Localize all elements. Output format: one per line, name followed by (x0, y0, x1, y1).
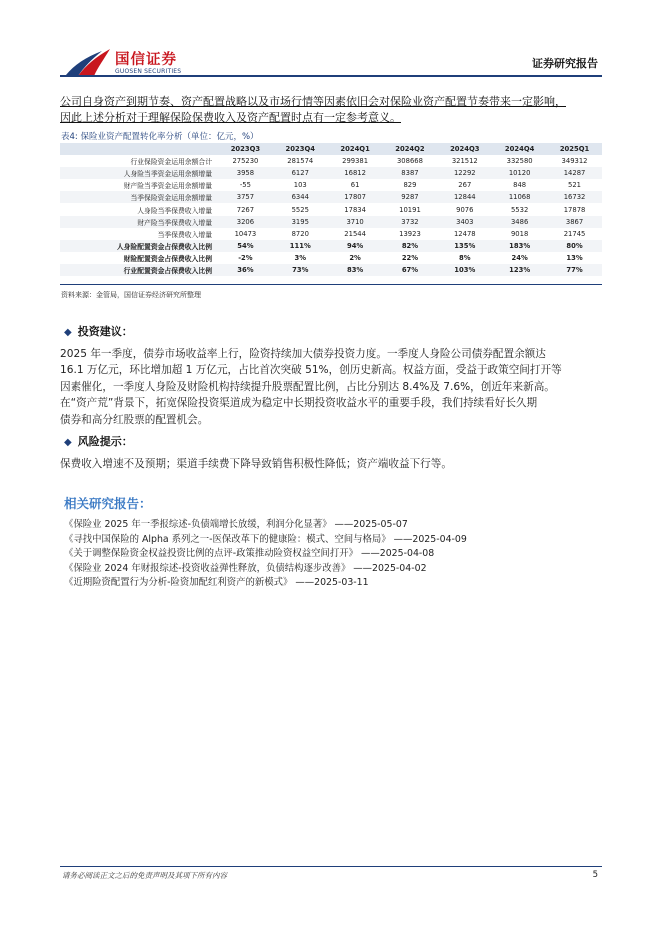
table-cell: 183% (509, 241, 531, 250)
table-cell: 12844 (453, 193, 476, 202)
investment-line: 因素催化，一季度人身险及财险机构持续提升股票配置比例，占比分别达 8.4%及 7.6%，创近年来新高。 (60, 380, 555, 393)
logo-name-cn: 国信证券 (115, 52, 177, 68)
investment-line: 在“资产荒”背景下，拓宽保险投资渠道成为稳定中长期投资收益水平的重要手段，我们持续看好长久期 (60, 397, 538, 410)
header-divider (60, 75, 602, 77)
table-cell: 12478 (453, 229, 476, 238)
table-row (60, 228, 602, 240)
table-cell: 36% (237, 265, 254, 274)
table-row (60, 203, 602, 215)
page-number: 5 (592, 870, 598, 880)
table-row (60, 167, 602, 179)
investment-heading (64, 323, 133, 339)
table-cell: 9076 (456, 205, 474, 214)
guosen-logo (64, 45, 184, 79)
risk-heading-text: 风险提示： (77, 435, 133, 448)
column-header: 2024Q1 (340, 145, 370, 154)
table-cell: 8720 (291, 229, 309, 238)
table-cell: 80% (566, 241, 583, 250)
table-title-text: 表4: 保险业资产配置转化率分析（单位：亿元，%） (61, 132, 259, 142)
table-cell: 22% (401, 253, 419, 262)
table-cell: 123% (509, 265, 531, 274)
table-cell: 321512 (451, 157, 478, 166)
table-cell: 332580 (506, 157, 533, 166)
table-cell: 94% (346, 241, 364, 250)
row-label: 当季保费收入增量 (157, 230, 212, 239)
table-cell: 67% (401, 265, 419, 274)
table-cell: 10473 (234, 229, 257, 238)
intro-line: 因此上述分析对于理解保险保费收入及资产配置时点有一定参考意义。 (60, 111, 401, 124)
table-cell: 10191 (399, 205, 421, 214)
table-cell: 3486 (510, 217, 529, 226)
intro-line: 公司自身资产到期节奏、资产配置战略以及市场行情等因素依旧会对保险业资产配置节奏带来一定影响， (60, 95, 566, 108)
table-cell: 3732 (401, 217, 419, 226)
column-header: 2023Q3 (230, 145, 261, 154)
table-bottom-rule (60, 284, 602, 285)
investment-line: 债券和高分红股票的配置机会。 (60, 413, 209, 426)
table-row (60, 264, 602, 276)
table-cell: 521 (568, 181, 582, 190)
table-cell: -55 (239, 181, 251, 190)
table-cell: 3757 (236, 193, 255, 202)
table-cell: 21544 (344, 229, 366, 238)
table-cell: 8% (459, 253, 471, 262)
related-report-item[interactable]: 《关于调整保险资金权益投资比例的点评-政策推动险资权益空间打开》 ——2025-04-08 (64, 548, 435, 559)
column-header: 2024Q4 (504, 145, 535, 154)
related-report-item[interactable]: 《保险业 2024 年财报综述-投资收益弹性释放，负债结构逐步改善》 ——2025-04-02 (64, 562, 427, 574)
related-reports-list (64, 518, 604, 591)
risk-line: 保费收入增速不及预期；渠道手续费下降导致销售积极性降低；资产端收益下行等。 (60, 458, 452, 470)
table-header-row (60, 143, 602, 155)
table-cell: 14287 (563, 169, 586, 178)
footer-disclaimer: 请务必阅读正文之后的免责声明及其项下所有内容 (62, 871, 227, 880)
table-cell: 3% (294, 253, 307, 262)
report-type: 证券研究报告 (532, 57, 598, 70)
risk-heading (64, 433, 133, 449)
related-report-item[interactable]: 《寻找中国保险的 Alpha 系列之一-医保改革下的健康险：模式、空间与格局》 ——2025-04-09 (64, 533, 467, 545)
row-label: 财产险当季保费收入增量 (137, 218, 212, 227)
table-cell: 8387 (401, 169, 419, 178)
table-cell: 2% (349, 253, 361, 262)
table-body (60, 155, 602, 276)
table-cell: 281574 (287, 157, 314, 166)
table-cell: 3710 (346, 217, 364, 226)
table-cell: 103 (293, 181, 307, 190)
column-header (60, 143, 218, 155)
table-cell: 13923 (399, 229, 421, 238)
investment-heading-text: 投资建议： (77, 325, 133, 338)
table-cell: 9287 (401, 193, 419, 202)
table-cell: 275230 (232, 157, 259, 166)
table-row (60, 179, 602, 191)
row-label: 当季保险资金运用余额增量 (130, 194, 212, 203)
table-cell: 299381 (342, 157, 369, 166)
row-label: 人身险当季资金运用余额增量 (123, 170, 212, 179)
table-cell: 13% (566, 253, 583, 262)
footer-divider (60, 866, 602, 867)
row-label: 行业配置资金占保费收入比例 (123, 266, 212, 275)
table-cell: 11068 (508, 193, 531, 202)
table-row (60, 216, 602, 228)
table-cell: 3867 (565, 217, 584, 226)
table-title (61, 130, 259, 142)
table-row (60, 240, 602, 252)
table-row (60, 252, 602, 264)
table-cell: 349312 (561, 157, 588, 166)
table-cell: 5525 (291, 205, 309, 214)
table-row (60, 155, 602, 167)
table-row (60, 191, 602, 203)
table-cell: 3958 (236, 169, 255, 178)
table-cell: 6344 (291, 193, 309, 202)
logo-name-en: GUOSEN SECURITIES (115, 68, 182, 75)
table-cell: 77% (566, 265, 583, 274)
guosen-logo-icon (64, 45, 112, 79)
table-cell: -2% (238, 253, 253, 262)
diamond-bullet-icon: ◆ (64, 437, 72, 448)
allocation-table (60, 143, 602, 276)
table-cell: 5532 (510, 205, 529, 214)
table-cell: 267 (458, 181, 472, 190)
table-cell: 54% (237, 241, 254, 250)
table-cell: 848 (513, 181, 527, 190)
table-cell: 16812 (344, 169, 366, 178)
table-cell: 10120 (508, 169, 531, 178)
table-cell: 111% (289, 241, 311, 250)
table-cell: 12292 (453, 169, 476, 178)
table-cell: 135% (454, 241, 476, 250)
table-cell: 17807 (344, 193, 366, 202)
investment-line: 2025 年一季度，债券市场收益率上行，险资持续加大债券投资力度。一季度人身险公司债券配置余额达 (60, 348, 546, 360)
investment-line: 16.1 万亿元，环比增加超 1 万亿元，占比首次突破 51%，创历史新高。权益方面，受益于政策空间打开等 (60, 364, 562, 377)
table-cell: 7267 (236, 205, 255, 214)
related-report-item[interactable]: 《保险业 2025 年一季报综述-负债端增长放缓，利润分化显著》 ——2025-05-07 (64, 519, 408, 530)
table-cell: 82% (401, 241, 419, 250)
investment-paragraph (60, 346, 602, 428)
table-source: 资料来源：金管局，国信证券经济研究所整理 (61, 291, 201, 299)
diamond-bullet-icon: ◆ (64, 327, 72, 338)
row-label: 财产险当季资金运用余额增量 (123, 182, 212, 191)
table-cell: 21745 (563, 229, 586, 238)
related-reports-title: 相关研究报告： (64, 496, 152, 511)
table-cell: 829 (403, 181, 417, 190)
table-cell: 6127 (291, 169, 309, 178)
table-cell: 9018 (510, 229, 529, 238)
intro-paragraph (60, 94, 602, 126)
row-label: 人身险配置资金占保费收入比例 (116, 242, 212, 251)
column-header: 2025Q1 (559, 145, 590, 154)
table-cell: 24% (511, 253, 528, 262)
table-cell: 308668 (396, 157, 423, 166)
row-label: 人身险当季保费收入增量 (137, 206, 212, 215)
table-cell: 3206 (236, 217, 255, 226)
table-cell: 17878 (563, 205, 586, 214)
column-header: 2024Q3 (450, 145, 480, 154)
table-cell: 17834 (344, 205, 366, 214)
table-cell: 16732 (563, 193, 586, 202)
table-cell: 61 (350, 181, 360, 190)
table-cell: 3195 (291, 217, 309, 226)
risk-paragraph (60, 456, 602, 472)
related-report-item[interactable]: 《近期险资配置行为分析-险资加配红利资产的新模式》 ——2025-03-11 (64, 577, 369, 588)
table-cell: 3403 (456, 217, 474, 226)
table-cell: 83% (346, 265, 364, 274)
column-header: 2024Q2 (395, 145, 425, 154)
table-cell: 103% (454, 265, 476, 274)
table-cell: 73% (292, 265, 309, 274)
row-label: 财险配置资金占保费收入比例 (123, 254, 212, 263)
row-label: 行业保险资金运用余额合计 (130, 158, 212, 167)
column-header: 2023Q4 (285, 145, 315, 154)
